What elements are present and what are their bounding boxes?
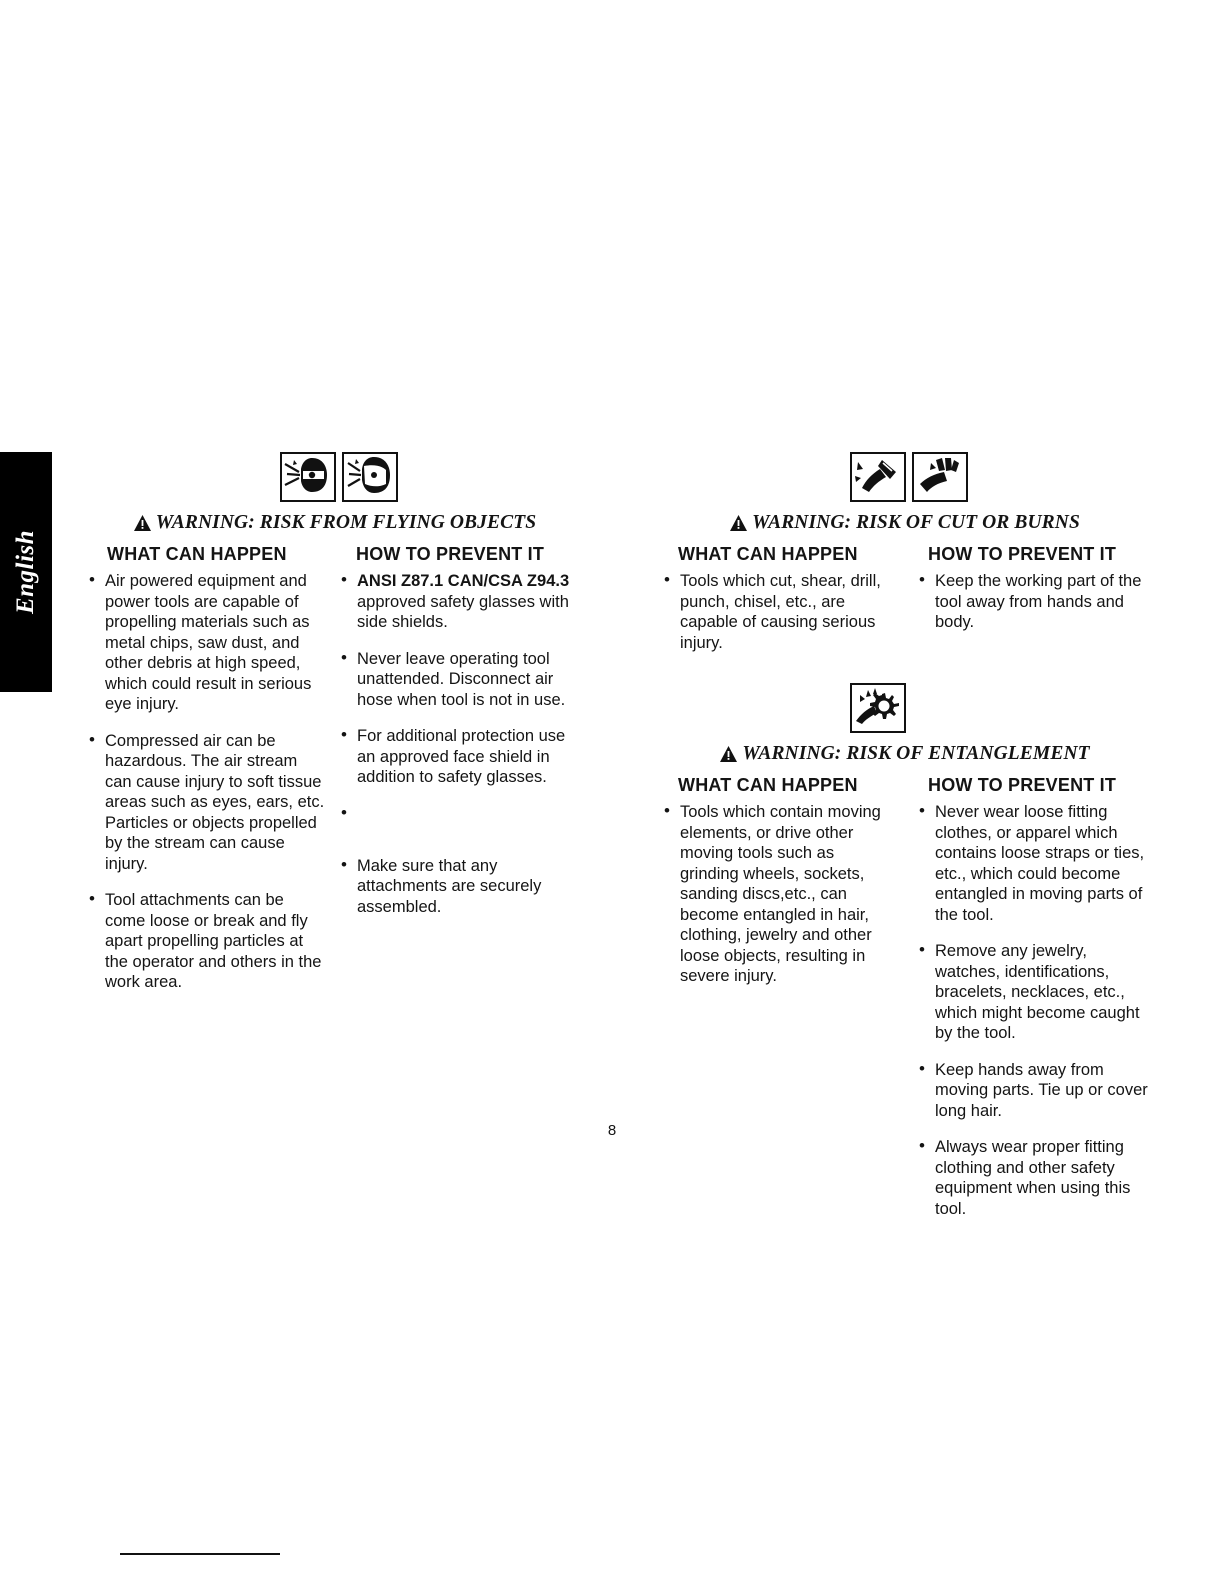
header-how-to-prevent: HOW TO PREVENT IT bbox=[928, 544, 1117, 564]
warning-heading-entanglement bbox=[660, 743, 1150, 765]
gear-entanglement-icon bbox=[850, 683, 906, 733]
list-item: • Tools which cut, shear, drill, punch, chisel, etc., are capable of causing serious injury. bbox=[660, 571, 895, 653]
list-item-bold-standards bbox=[337, 571, 585, 633]
section-flying-objects bbox=[85, 452, 585, 1009]
pictogram-row-cut-or-burns bbox=[660, 452, 1150, 502]
footer-rule bbox=[120, 1553, 280, 1555]
column-headers-flying-objects bbox=[85, 544, 585, 565]
list-item: • Compressed air can be hazardous. The air stream can cause injury to soft tissue areas such as eyes, ears, etc. Particles or objects propelled by the stream can cause injury. bbox=[85, 731, 327, 875]
warning-title: WARNING: RISK FROM FLYING OBJECTS bbox=[155, 512, 537, 533]
standard-ansi: ANSI Z87.1 bbox=[357, 572, 444, 590]
warning-triangle-icon bbox=[134, 515, 151, 531]
pictogram-row-entanglement bbox=[660, 683, 1150, 733]
header-what-can-happen: WHAT CAN HAPPEN bbox=[678, 544, 858, 564]
list-what-can-happen-entanglement bbox=[660, 802, 895, 987]
list-item-tail: approved safety glasses with side shields. bbox=[357, 592, 569, 631]
hand-cut-icon bbox=[850, 452, 906, 502]
warning-triangle-icon bbox=[730, 515, 747, 531]
warning-title: WARNING: RISK OF CUT OR BURNS bbox=[752, 512, 1080, 533]
column-headers-entanglement bbox=[660, 775, 1150, 796]
list-item: • Keep the working part of the tool away from hands and body. bbox=[915, 571, 1150, 633]
list-item: • For additional protection use an approved face shield in addition to safety glasses. bbox=[337, 726, 585, 788]
column-headers-cut-or-burns bbox=[660, 544, 1150, 565]
list-item: • Make sure that any attachments are securely assembled. bbox=[337, 856, 585, 918]
list-how-to-prevent-entanglement bbox=[915, 802, 1150, 1219]
list-how-to-prevent-flying bbox=[337, 571, 585, 917]
section-cut-or-burns bbox=[660, 452, 1150, 669]
section-entanglement bbox=[660, 683, 1150, 1235]
list-item: • Keep hands away from moving parts. Tie up or cover long hair. bbox=[915, 1060, 1150, 1122]
header-what-can-happen: WHAT CAN HAPPEN bbox=[678, 775, 858, 795]
list-item: • Never leave operating tool unattended. Disconnect air hose when tool is not in use. bbox=[337, 649, 585, 711]
warning-heading-cut-or-burns bbox=[660, 512, 1150, 534]
spacer bbox=[337, 804, 585, 856]
list-what-can-happen-cut bbox=[660, 571, 895, 653]
standard-cancsa: CAN/CSA Z94.3 bbox=[447, 572, 570, 590]
list-item: • Remove any jewelry, watches, identifications, bracelets, necklaces, etc., which might become caught by the tool. bbox=[915, 941, 1150, 1044]
content-cut-or-burns bbox=[660, 571, 1150, 669]
goggles-icon bbox=[280, 452, 336, 502]
pictogram-row-flying-objects bbox=[85, 452, 585, 502]
warning-triangle-icon bbox=[720, 746, 737, 762]
list-item: • Never wear loose fitting clothes, or apparel which contains loose straps or ties, etc., which could become entangled in moving parts of the tool. bbox=[915, 802, 1150, 925]
content-flying-objects bbox=[85, 571, 585, 1009]
warning-title: WARNING: RISK OF ENTANGLEMENT bbox=[742, 743, 1090, 764]
header-what-can-happen: WHAT CAN HAPPEN bbox=[107, 544, 287, 564]
list-item: • Tool attachments can be come loose or break and fly apart propelling particles at the operator and others in the work area. bbox=[85, 890, 327, 993]
list-how-to-prevent-cut bbox=[915, 571, 1150, 633]
right-column bbox=[660, 452, 1150, 1235]
list-item: • Tools which contain moving elements, or drive other moving tools such as grinding wheels, sockets, sanding discs,etc., can become entangled in hair, clothing, jewelry and other loose objects, resulting in severe injury. bbox=[660, 802, 895, 987]
header-how-to-prevent: HOW TO PREVENT IT bbox=[356, 544, 545, 564]
face-shield-icon bbox=[342, 452, 398, 502]
content-entanglement bbox=[660, 802, 1150, 1235]
warning-heading-flying-objects bbox=[85, 512, 585, 534]
language-tab-label: English bbox=[12, 529, 39, 615]
list-what-can-happen-flying bbox=[85, 571, 327, 993]
page-number: 8 bbox=[607, 1122, 617, 1139]
header-how-to-prevent: HOW TO PREVENT IT bbox=[928, 775, 1117, 795]
hand-pinch-icon bbox=[912, 452, 968, 502]
list-item: • Always wear proper fitting clothing and other safety equipment when using this tool. bbox=[915, 1137, 1150, 1219]
list-item: • Air powered equipment and power tools are capable of propelling materials such as metal chips, saw dust, and other debris at high speed, which could result in serious eye injury. bbox=[85, 571, 327, 715]
